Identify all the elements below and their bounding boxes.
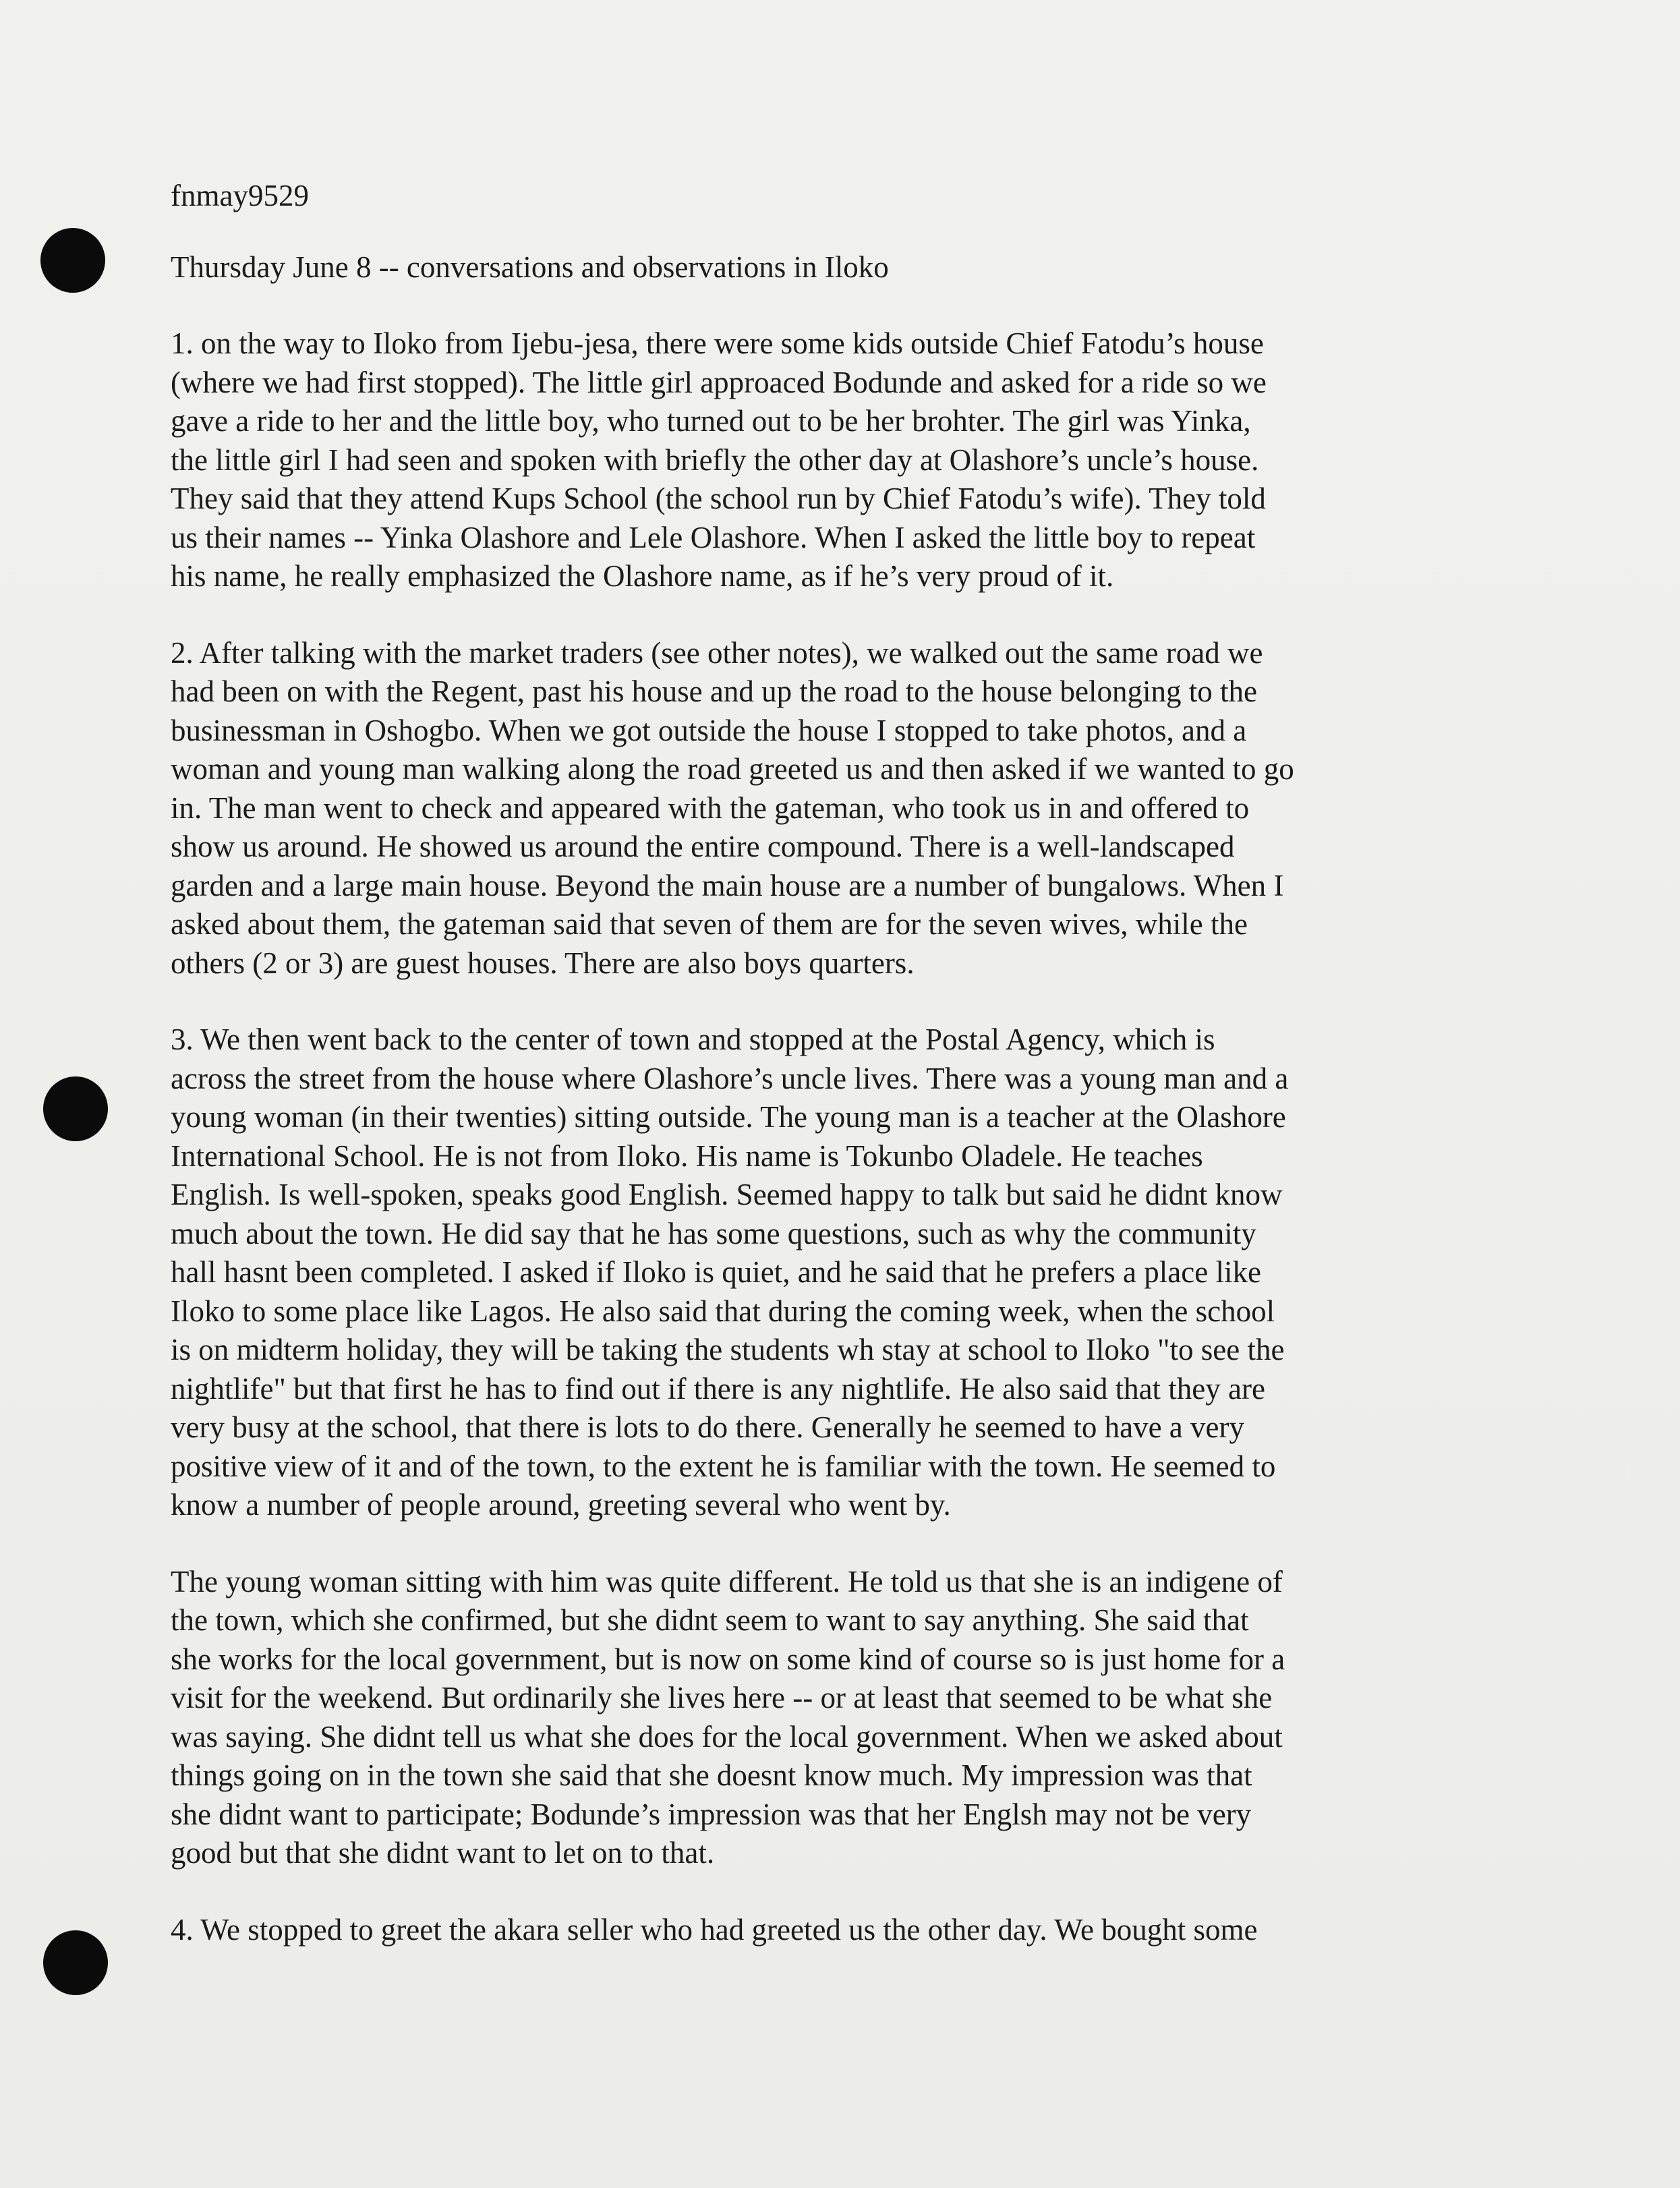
text-line: things going on in the town she said that she doesnt know much. My impression was that — [171, 1758, 1252, 1792]
text-line: very busy at the school, that there is lots to do there. Generally he seemed to have a very — [171, 1410, 1244, 1444]
text-line: 1. on the way to Iloko from Ijebu-jesa, there were some kids outside Chief Fatodu’s house — [171, 326, 1264, 360]
text-line: his name, he really emphasized the Olashore name, as if he’s very proud of it. — [171, 559, 1114, 593]
text-line: know a number of people around, greeting several who went by. — [171, 1488, 951, 1522]
text-line: gave a ride to her and the little boy, who turned out to be her brohter. The girl was Yinka, — [171, 404, 1251, 438]
text-line: asked about them, the gateman said that seven of them are for the seven wives, while the — [171, 907, 1248, 941]
text-line: (where we had first stopped). The little girl approaced Bodunde and asked for a ride so we — [171, 365, 1267, 399]
text-line: 4. We stopped to greet the akara seller who had greeted us the other day. We bought some — [171, 1912, 1258, 1947]
file-id: fnmay9529 — [171, 179, 309, 212]
text-line: nightlife" but that first he has to find out if there is any nightlife. He also said that they are — [171, 1371, 1265, 1406]
text-line: was saying. She didnt tell us what she does for the local government. When we asked about — [171, 1719, 1283, 1754]
text-line: much about the town. He did say that he has some questions, such as why the community — [171, 1216, 1256, 1250]
text-line: is on midterm holiday, they will be taking the students wh stay at school to Iloko "to see the — [171, 1333, 1285, 1366]
paragraph-3 — [171, 1020, 1459, 1525]
paragraph-2 — [171, 634, 1459, 983]
text-line: positive view of it and of the town, to the extent he is familiar with the town. He seemed to — [171, 1449, 1276, 1483]
text-line: 2. After talking with the market traders (see other notes), we walked out the same road we — [171, 635, 1263, 670]
text-line: English. Is well-spoken, speaks good English. Seemed happy to talk but said he didnt know — [171, 1178, 1283, 1211]
binder-hole — [43, 1076, 108, 1141]
text-line: others (2 or 3) are guest houses. There are also boys quarters. — [171, 946, 915, 980]
text-line: she works for the local government, but is now on some kind of course so is just home for a — [171, 1642, 1285, 1676]
binder-hole — [43, 1930, 108, 1995]
text-line: The young woman sitting with him was quite different. He told us that she is an indigene of — [171, 1564, 1283, 1599]
text-line: They said that they attend Kups School (the school run by Chief Fatodu’s wife). They told — [171, 482, 1266, 515]
text-line: good but that she didnt want to let on to that. — [171, 1836, 715, 1870]
document-body — [171, 177, 1459, 1949]
text-line: visit for the weekend. But ordinarily she lives here -- or at least that seemed to be what she — [171, 1681, 1273, 1715]
paragraph-5 — [171, 1911, 1459, 1950]
text-line: the town, which she confirmed, but she didnt seem to want to say anything. She said that — [171, 1603, 1249, 1637]
text-line: she didnt want to participate; Bodunde’s impression was that her Englsh may not be very — [171, 1797, 1252, 1831]
paragraph-1 — [171, 324, 1459, 596]
text-line: us their names -- Yinka Olashore and Lele Olashore. When I asked the little boy to repeat — [171, 520, 1256, 554]
binder-hole — [40, 228, 105, 293]
text-line: International School. He is not from Iloko. His name is Tokunbo Oladele. He teaches — [171, 1139, 1203, 1173]
text-line: across the street from the house where Olashore’s uncle lives. There was a young man and a — [171, 1061, 1289, 1095]
text-line: young woman (in their twenties) sitting outside. The young man is a teacher at the Olashore — [171, 1100, 1286, 1134]
text-line: hall hasnt been completed. I asked if Iloko is quiet, and he said that he prefers a place like — [171, 1255, 1261, 1289]
text-line: show us around. He showed us around the entire compound. There is a well-landscaped — [171, 830, 1235, 863]
text-line: the little girl I had seen and spoken with briefly the other day at Olashore’s uncle’s house. — [171, 442, 1259, 477]
text-line: in. The man went to check and appeared with the gateman, who took us in and offered to — [171, 790, 1250, 825]
paragraph-4 — [171, 1563, 1459, 1873]
text-line: had been on with the Regent, past his house and up the road to the house belonging to the — [171, 674, 1257, 708]
text-line: Iloko to some place like Lagos. He also said that during the coming week, when the school — [171, 1294, 1275, 1328]
document-heading: Thursday June 8 -- conversations and observations in Iloko — [171, 250, 889, 284]
text-line: businessman in Oshogbo. When we got outside the house I stopped to take photos, and a — [171, 713, 1247, 747]
text-line: 3. We then went back to the center of town and stopped at the Postal Agency, which is — [171, 1023, 1215, 1056]
text-line: garden and a large main house. Beyond the main house are a number of bungalows. When I — [171, 868, 1284, 902]
text-line: woman and young man walking along the road greeted us and then asked if we wanted to go — [171, 752, 1294, 786]
